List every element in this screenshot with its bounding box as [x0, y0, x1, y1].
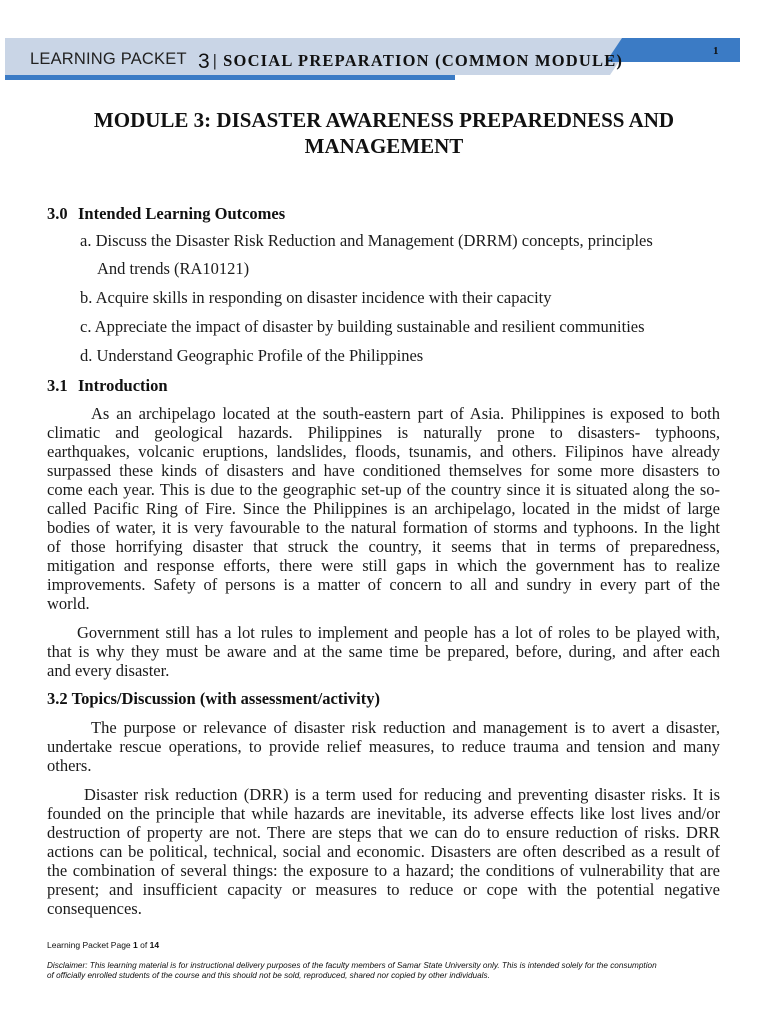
footer-page-indicator — [47, 940, 159, 950]
paragraph-line: As an archipelago located at the south-eastern part of Asia. Philippines is exposed to both — [91, 403, 720, 423]
module-number: 3 — [198, 50, 210, 73]
paragraph-line: that is why they must be aware and at the same time be prepared, before, during, and after each — [47, 641, 720, 661]
paragraph-line: present; and insufficient capacity or measures to reduce or cope with the potential negative — [47, 879, 720, 899]
paragraph-line: climatic and geological hazards. Philippines is naturally prone to disasters- typhoons, — [47, 422, 720, 442]
footer-current-page: 1 — [133, 940, 138, 950]
paragraph-line: bodies of water, it is very favourable to the natural formation of storms and typhoons. In the light — [47, 517, 720, 537]
paragraph-line: actions can be political, technical, social and economic. Disasters are often described as a result of — [47, 841, 720, 861]
paragraph — [47, 718, 720, 775]
module-title: | SOCIAL PREPARATION (COMMON MODULE) — [213, 51, 624, 70]
list-item-continuation: And trends (RA10121) — [97, 259, 250, 279]
paragraph-line: the combination of several things: the exposure to a hazard; the conditions of vulnerability that are — [47, 860, 720, 880]
list-item: c. Appreciate the impact of disaster by building sustainable and resilient communities — [80, 316, 645, 336]
document-title — [0, 107, 768, 159]
footer-disclaimer — [47, 961, 657, 981]
paragraph-line: called Pacific Ring of Fire. Since the Philippines is an archipelago, located in the midst of large — [47, 498, 720, 518]
section-title: Introduction — [78, 375, 168, 395]
list-item: b. Acquire skills in responding on disaster incidence with their capacity — [80, 288, 552, 307]
section-heading-topics — [47, 689, 380, 708]
paragraph-line: others. — [47, 755, 92, 775]
paragraph-line: destruction of property are not. There are steps that we can do to ensure reduction of risks. DRR — [47, 822, 720, 842]
paragraph-line: founded on the principle that while hazards are inevitable, its adverse effects like lost lives and/or — [47, 803, 720, 823]
paragraph-line: undertake rescue operations, to provide relief measures, to reduce trauma and tension and many — [47, 736, 720, 756]
paragraph-line: consequences. — [47, 898, 142, 918]
page-number: 1 — [713, 45, 719, 57]
footer-of-label: of — [140, 940, 148, 950]
section-title: Intended Learning Outcomes — [78, 203, 286, 223]
outcomes-list — [80, 227, 653, 371]
paragraph-line: The purpose or relevance of disaster risk reduction and management is to avert a disaster, — [91, 717, 720, 737]
paragraph — [47, 623, 720, 680]
title-line: MANAGEMENT — [304, 134, 464, 158]
paragraph-line: come each year. This is due to the geographic set-up of the country since it is situated along the so- — [47, 479, 720, 499]
packet-label: LEARNING PACKET — [30, 50, 187, 68]
list-item: a. Discuss the Disaster Risk Reduction and Management (DRRM) concepts, principles — [80, 230, 653, 250]
paragraph-line: Government still has a lot rules to implement and people has a lot of roles to be played with, — [77, 622, 720, 642]
section-heading-introduction — [47, 376, 168, 395]
paragraph-line: and every disaster. — [47, 660, 170, 680]
paragraph — [47, 785, 720, 918]
paragraph-line: mitigation and response efforts, there were still gaps in which the government has to realize — [47, 555, 720, 575]
disclaimer-line: of officially enrolled students of the course and this should not be sold, reproduced, shared nor copied by other individuals. — [47, 971, 490, 980]
paragraph-line: improvements. Safety of persons is a matter of concern to all and sundry in every part of the — [47, 574, 720, 594]
footer-total-pages: 14 — [149, 940, 160, 950]
footer-page-label: Learning Packet Page — [47, 940, 131, 950]
paragraph-line: of those horrifying disaster that struck the country, it seems that in terms of preparedness, — [47, 536, 720, 556]
paragraph-line: world. — [47, 593, 90, 613]
section-heading-outcomes — [47, 204, 285, 223]
paragraph-line: surpassed these kinds of disasters and have conditioned themselves for some more disasters to — [47, 460, 720, 480]
section-number: 3.0 — [47, 203, 68, 223]
section-title: Topics/Discussion (with assessment/activity) — [71, 688, 380, 708]
paragraph-line: earthquakes, volcanic eruptions, landslides, floods, tsunamis, and others. Filipinos have already — [47, 441, 720, 461]
paragraph-line: Disaster risk reduction (DRR) is a term used for reducing and preventing disaster risks. It is — [84, 784, 720, 804]
page-number-tab — [606, 38, 740, 62]
section-number: 3.2 — [47, 688, 68, 708]
disclaimer-line: Disclaimer: This learning material is for instructional delivery purposes of the faculty members of Samar State University only. This is intended solely for the consumption — [47, 961, 657, 970]
header-accent-line — [5, 75, 455, 80]
paragraph — [47, 404, 720, 613]
list-item: d. Understand Geographic Profile of the Philippines — [80, 345, 424, 365]
title-line: MODULE 3: DISASTER AWARENESS PREPAREDNESS AND — [93, 108, 675, 132]
section-number: 3.1 — [47, 375, 68, 395]
